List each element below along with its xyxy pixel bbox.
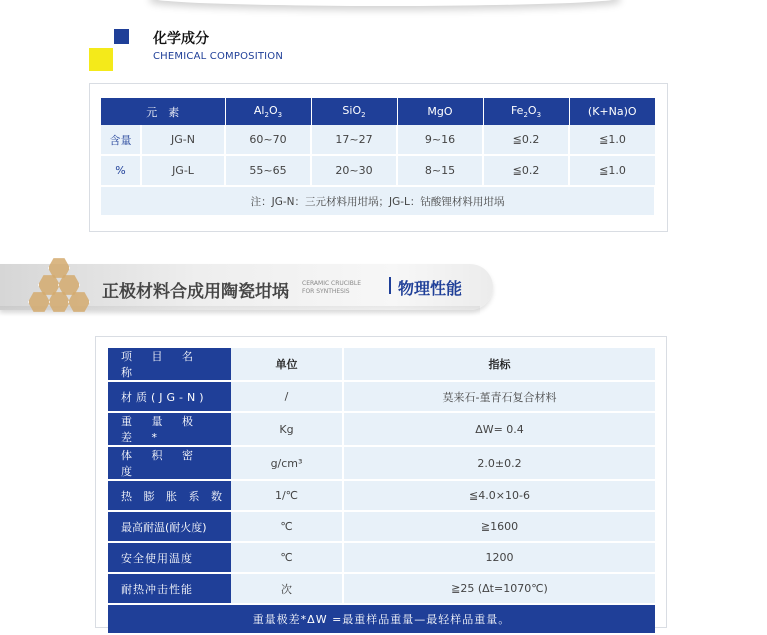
chem-header-element: 元 素 xyxy=(101,98,225,125)
table-row xyxy=(101,155,655,186)
yellow-square-decoration xyxy=(89,48,113,71)
phys-table xyxy=(108,348,655,635)
table-note: 注：JG-N：三元材料用坩埚；JG-L：钴酸锂材料用坩埚 xyxy=(101,186,655,216)
phys-footer-row xyxy=(108,604,655,634)
table-row xyxy=(108,573,655,604)
chem-header-fe2o3: $Fe_2O_3$ xyxy=(483,98,569,125)
chem-header-mgo: MgO xyxy=(397,98,483,125)
value-cell: ≧1600 xyxy=(343,511,655,542)
header-item: 项 目 名 称 xyxy=(108,348,231,381)
banner-title: 正极材料合成用陶瓷坩埚 xyxy=(102,282,289,302)
value-cell: ≦1.0 xyxy=(569,155,655,186)
value-cell: ≦0.2 xyxy=(483,155,569,186)
unit-cell: 次 xyxy=(231,573,343,604)
table-row xyxy=(108,480,655,511)
table-row xyxy=(108,446,655,480)
table-row xyxy=(108,412,655,446)
value-cell: ≦1.0 xyxy=(569,125,655,155)
value-cell: 2.0±0.2 xyxy=(343,446,655,480)
unit-cell: ℃ xyxy=(231,511,343,542)
value-cell: 9~16 xyxy=(397,125,483,155)
chem-header-al2o3: $Al_2O_3$ xyxy=(225,98,311,125)
table-row xyxy=(108,542,655,573)
value-cell: 55~65 xyxy=(225,155,311,186)
value-cell: ΔW= 0.4 xyxy=(343,412,655,446)
header-value: 指标 xyxy=(343,348,655,381)
unit-cell: g/cm³ xyxy=(231,446,343,480)
section-title: 化学成分 xyxy=(153,31,209,47)
chem-table xyxy=(101,98,656,217)
table-row xyxy=(108,511,655,542)
value-cell: 莫来石-堇青石复合材料 xyxy=(343,381,655,412)
footer-note: 重量极差*ΔW =最重样品重量—最轻样品重量。 xyxy=(108,604,655,634)
value-cell: 20~30 xyxy=(311,155,397,186)
unit-cell: / xyxy=(231,381,343,412)
banner-section-label: 物理性能 xyxy=(398,279,463,298)
row-label-percent: % xyxy=(101,155,141,186)
row-label-content: 含量 xyxy=(101,125,141,155)
unit-cell: ℃ xyxy=(231,542,343,573)
banner-separator xyxy=(389,277,391,294)
value-cell: ≦0.2 xyxy=(483,125,569,155)
section-subtitle: CHEMICAL COMPOSITION xyxy=(153,51,284,62)
chem-header-row xyxy=(101,98,655,125)
grade-cell: JG-L xyxy=(141,155,225,186)
chem-header-sio2: SiO$_2$ xyxy=(311,98,397,125)
top-arc-decoration xyxy=(150,0,620,6)
item-cell: 耐热冲击性能 xyxy=(108,573,231,604)
chem-header-kna: (K+Na)O xyxy=(569,98,655,125)
value-cell: 17~27 xyxy=(311,125,397,155)
value-cell: ≦4.0×10-6 xyxy=(343,480,655,511)
item-cell: 最高耐温(耐火度) xyxy=(108,511,231,542)
item-cell: 安全使用温度 xyxy=(108,542,231,573)
item-cell: 热 膨 胀 系 数 xyxy=(108,480,231,511)
phys-header-row xyxy=(108,348,655,381)
value-cell: 1200 xyxy=(343,542,655,573)
item-cell: 体 积 密 度 xyxy=(108,446,231,480)
note-row xyxy=(101,186,655,216)
unit-cell: 1/℃ xyxy=(231,480,343,511)
item-cell: 重 量 极 差 * xyxy=(108,412,231,446)
grade-cell: JG-N xyxy=(141,125,225,155)
value-cell: ≧25 (Δt=1070℃) xyxy=(343,573,655,604)
item-cell: 材质(JG-N) xyxy=(108,381,231,412)
banner-english: CERAMIC CRUCIBLE FOR SYNTHESIS xyxy=(302,280,362,295)
blue-square-decoration xyxy=(114,29,129,44)
table-row xyxy=(108,381,655,412)
table-row xyxy=(101,125,655,155)
value-cell: 60~70 xyxy=(225,125,311,155)
unit-cell: Kg xyxy=(231,412,343,446)
value-cell: 8~15 xyxy=(397,155,483,186)
header-unit: 单位 xyxy=(231,348,343,381)
hexagon-logo-icon xyxy=(28,253,88,315)
